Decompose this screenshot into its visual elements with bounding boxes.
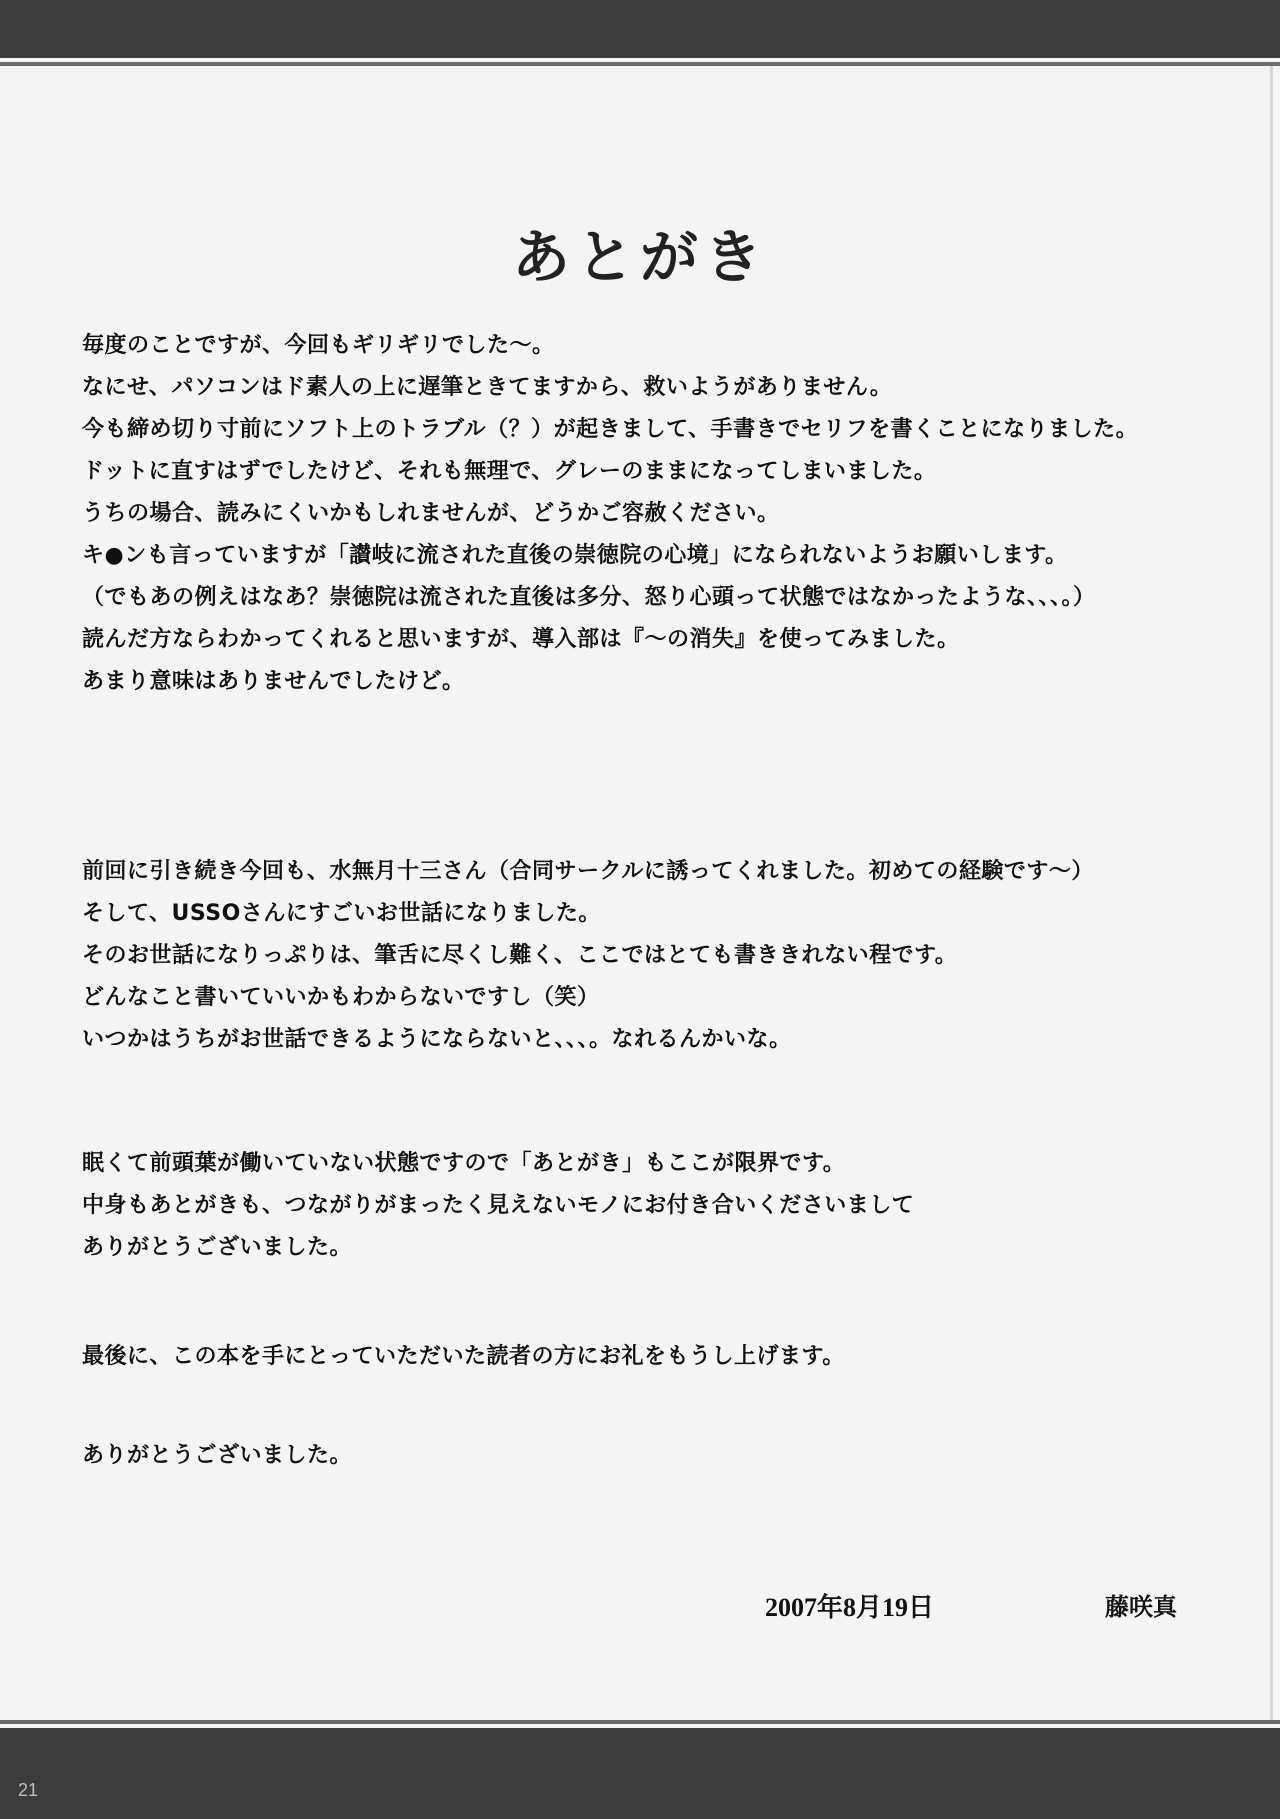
- text-line: 今も締め切り寸前にソフト上のトラブル（？）が起きまして、手書きでセリフを書くことになりました。: [82, 417, 1139, 442]
- top-border-bar: [0, 0, 1280, 58]
- paragraph-4: [82, 1336, 1242, 1378]
- text-line: 読んだ方ならわかってくれると思いますが、導入部は『～の消失』を使ってみました。: [82, 627, 960, 652]
- text-line: いつかはうちがお世話できるようにならないと、、、。なれるんかいな。: [82, 1027, 792, 1052]
- text-line: ありがとうございました。: [82, 1235, 353, 1260]
- text-line: ありがとうございました。: [82, 1443, 353, 1468]
- text-line: そのお世話になりっぷりは、筆舌に尽くし難く、ここではとても書ききれない程です。: [82, 943, 958, 968]
- paragraph-1: [82, 325, 1242, 703]
- text-line: ドットに直すはずでしたけど、それも無理で、グレーのままになってしまいました。: [82, 459, 937, 484]
- text-line: 中身もあとがきも、つながりがまったく見えないモノにお付き合いくださいまして: [82, 1193, 915, 1218]
- bottom-border-bar: [0, 1728, 1280, 1819]
- text-line: 最後に、この本を手にとっていただいた読者の方にお礼をもうし上げます。: [82, 1344, 845, 1369]
- signature-date: 2007年8月19日: [765, 1593, 935, 1622]
- author-name: 藤咲真: [1105, 1593, 1177, 1621]
- top-rule: [0, 62, 1280, 66]
- page-title: あとがき: [511, 223, 768, 291]
- paragraph-3: [82, 1143, 1242, 1269]
- bottom-rule: [0, 1720, 1280, 1724]
- text-line: あまり意味はありませんでしたけど。: [82, 669, 465, 694]
- paragraph-2: [82, 851, 1242, 1061]
- text-line: 毎度のことですが、今回もギリギリでした～。: [82, 333, 555, 358]
- text-line: 前回に引き続き今回も、水無月十三さん（合同サークルに誘ってくれました。初めての経験です～）: [82, 859, 1094, 884]
- text-line: そして、USSOさんにすごいお世話になりました。: [82, 901, 601, 926]
- text-line: 眠くて前頭葉が働いていない状態ですので「あとがき」もここが限界です。: [82, 1151, 846, 1176]
- right-edge-line: [1270, 66, 1273, 1720]
- text-line: キ●ンも言っていますが「讃岐に流された直後の崇徳院の心境」になられないようお願いします。: [82, 543, 1068, 568]
- paragraph-5: [82, 1435, 1242, 1477]
- text-line: なにせ、パソコンはド素人の上に遅筆ときてますから、救いようがありません。: [82, 375, 893, 400]
- text-line: うちの場合、読みにくいかもしれませんが、どうかご容赦ください。: [82, 501, 780, 526]
- text-line: （でもあの例えはなあ？崇徳院は流された直後は多分、怒り心頭って状態ではなかったような、、、。）: [82, 585, 1096, 610]
- text-line: どんなこと書いていいかもわからないですし（笑）: [82, 985, 600, 1010]
- page-number: 21: [18, 1780, 39, 1800]
